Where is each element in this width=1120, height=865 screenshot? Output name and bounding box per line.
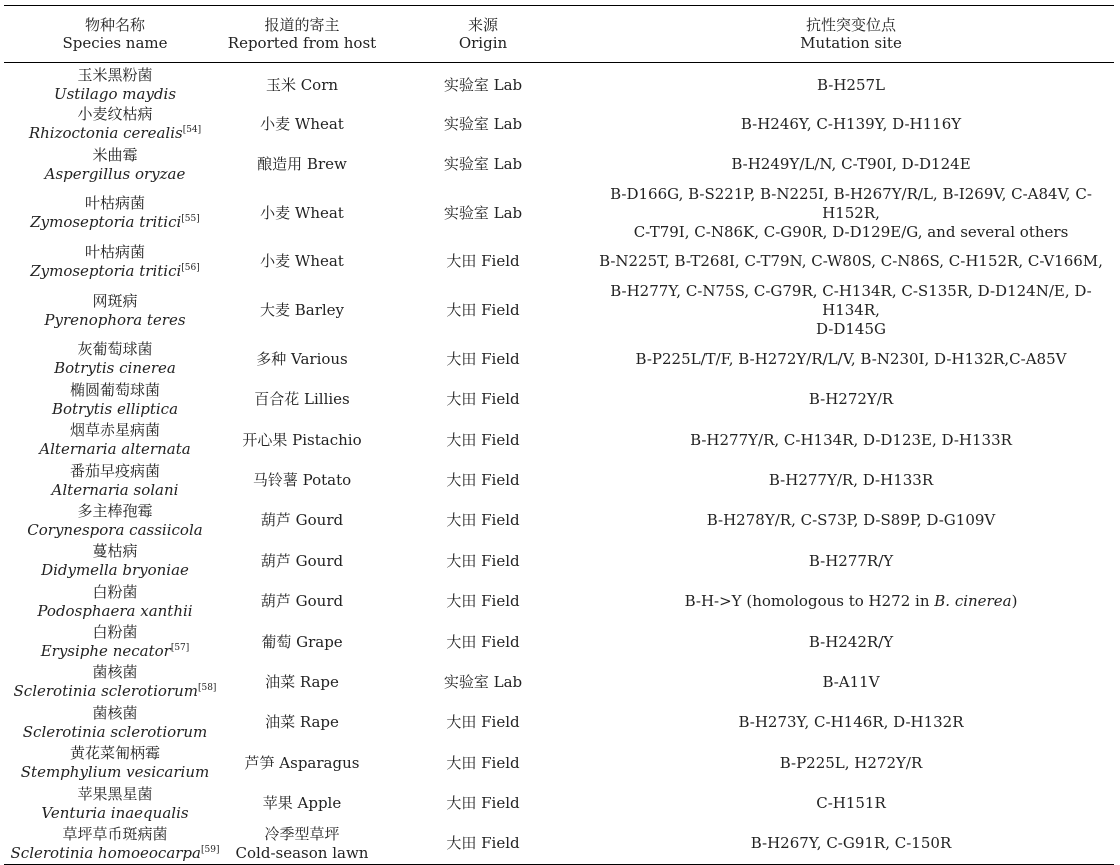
species-latin-line bbox=[4, 804, 226, 823]
header-species bbox=[4, 6, 226, 63]
mutation-text: B-H242R/Y bbox=[808, 632, 894, 651]
mutation-cell bbox=[588, 541, 1114, 581]
species-cell bbox=[4, 783, 226, 823]
citation-ref: [57] bbox=[170, 643, 190, 654]
table-row bbox=[4, 582, 1114, 622]
table-row bbox=[4, 783, 1114, 823]
table-row bbox=[4, 282, 1114, 339]
species-latin: Ustilago maydis bbox=[53, 85, 177, 103]
species-cn: 番茄早疫病菌 bbox=[69, 461, 160, 480]
species-latin-line bbox=[4, 165, 226, 184]
species-latin-line bbox=[4, 359, 226, 378]
mutation-line bbox=[588, 754, 1114, 773]
species-cn: 烟草赤星病菌 bbox=[69, 421, 160, 440]
species-cn: 菌核菌 bbox=[92, 703, 138, 722]
species-latin-line bbox=[4, 561, 226, 580]
species-latin: Podosphaera xanthii bbox=[37, 601, 193, 620]
table-row bbox=[4, 541, 1114, 581]
host-text: 葡萄 Grape bbox=[261, 632, 343, 651]
species-latin: Alternaria solani bbox=[51, 480, 179, 499]
origin-cell: 大田 Field bbox=[446, 592, 520, 611]
mutation-line bbox=[588, 794, 1114, 813]
header-origin bbox=[378, 6, 588, 63]
mutation-text: B-H257L bbox=[816, 75, 886, 94]
host-text: 冷季型草坪 bbox=[264, 824, 340, 843]
host-cell bbox=[226, 420, 378, 460]
table-body bbox=[4, 63, 1114, 865]
mutation-line bbox=[588, 252, 1114, 271]
host-cell bbox=[226, 380, 378, 420]
citation-ref: [54] bbox=[182, 125, 202, 136]
species-cell bbox=[4, 703, 226, 743]
species-latin-line bbox=[4, 262, 226, 281]
mutation-cell bbox=[588, 622, 1114, 662]
host-cell bbox=[226, 63, 378, 105]
species-cell bbox=[4, 339, 226, 379]
origin-cell: 大田 Field bbox=[446, 252, 520, 271]
species-cn: 叶枯病菌 bbox=[84, 194, 145, 213]
species-latin-line bbox=[4, 682, 226, 701]
mutation-table bbox=[4, 5, 1114, 865]
citation-ref: [55] bbox=[181, 214, 200, 225]
origin-cell: 大田 Field bbox=[446, 753, 520, 772]
header-host-en: Reported from host bbox=[227, 34, 377, 52]
mutation-cell bbox=[588, 460, 1114, 500]
mutation-text: B-H->Y (homologous to H272 in bbox=[684, 592, 935, 611]
header-species-en: Species name bbox=[62, 34, 168, 52]
header-host-cn: 报道的寄主 bbox=[264, 16, 340, 34]
mutation-line bbox=[588, 76, 1114, 95]
species-cn: 灰葡萄球菌 bbox=[77, 340, 153, 359]
table-row bbox=[4, 63, 1114, 105]
host-text: 葫芦 Gourd bbox=[260, 511, 344, 530]
species-latin: Alternaria alternata bbox=[39, 440, 191, 459]
mutation-cell bbox=[588, 242, 1114, 282]
species-cn: 苹果黑星菌 bbox=[77, 784, 153, 803]
species-latin: Sclerotinia sclerotiorum bbox=[22, 722, 208, 741]
mutation-text: B-N225T, B-T268I, C-T79N, C-W80S, C-N86S, C-H152R, C-V166M, bbox=[599, 252, 1103, 271]
mutation-line bbox=[588, 511, 1114, 530]
mutation-text: B-H278Y/R, C-S73P, D-S89P, D-G109V bbox=[706, 511, 996, 530]
mutation-line bbox=[588, 552, 1114, 571]
table-row bbox=[4, 824, 1114, 864]
mutation-cell bbox=[588, 104, 1114, 144]
species-latin: Zymoseptoria tritici bbox=[30, 261, 182, 280]
host-cell bbox=[226, 582, 378, 622]
table-row bbox=[4, 743, 1114, 783]
species-cn: 白粉菌 bbox=[92, 582, 138, 601]
host-text: 葫芦 Gourd bbox=[260, 592, 344, 611]
species-latin: Venturia inaequalis bbox=[41, 803, 189, 822]
species-cn: 网斑病 bbox=[92, 291, 138, 310]
mutation-line bbox=[588, 115, 1114, 134]
species-cell bbox=[4, 541, 226, 581]
host-text: 开心果 Pistachio bbox=[242, 430, 362, 449]
mutation-line bbox=[588, 155, 1114, 174]
header-mutation bbox=[588, 6, 1114, 63]
species-cell bbox=[4, 380, 226, 420]
species-cell bbox=[4, 501, 226, 541]
species-cell bbox=[4, 282, 226, 339]
species-cell bbox=[4, 824, 226, 864]
origin-cell: 大田 Field bbox=[446, 390, 520, 409]
species-latin: Didymella bryoniae bbox=[41, 561, 189, 580]
mutation-cell bbox=[588, 380, 1114, 420]
mutation-text: B-H267Y, C-G91R, C-150R bbox=[750, 834, 952, 853]
mutation-cell bbox=[588, 185, 1114, 242]
species-latin-line bbox=[4, 521, 226, 540]
species-cn: 椭圆葡萄球菌 bbox=[69, 380, 160, 399]
host-cell bbox=[226, 622, 378, 662]
species-latin: Sclerotinia homoeocarpa bbox=[10, 843, 201, 862]
table-row bbox=[4, 662, 1114, 702]
mutation-line-2: D-D145G bbox=[815, 320, 886, 339]
table-row bbox=[4, 420, 1114, 460]
species-cn: 小麦纹枯病 bbox=[77, 105, 153, 124]
species-cn: 叶枯病菌 bbox=[84, 242, 145, 261]
host-text: 小麦 Wheat bbox=[260, 252, 344, 271]
mutation-text: B-H272Y/R bbox=[808, 390, 894, 409]
host-cell bbox=[226, 703, 378, 743]
host-text: 苹果 Apple bbox=[262, 794, 342, 813]
species-cell bbox=[4, 582, 226, 622]
species-latin: Sclerotinia sclerotiorum bbox=[13, 682, 198, 701]
origin-cell: 大田 Field bbox=[446, 713, 520, 732]
mutation-text: B-H249Y/L/N, C-T90I, D-D124E bbox=[731, 155, 971, 174]
header-host bbox=[226, 6, 378, 63]
table-row bbox=[4, 242, 1114, 282]
host-text: 百合花 Lillies bbox=[254, 390, 350, 409]
species-cn: 米曲霉 bbox=[92, 145, 138, 164]
host-cell bbox=[226, 783, 378, 823]
mutation-text: B-H277Y, C-N75S, C-G79R, C-H134R, C-S135R, D-D124N/E, D-H134R, bbox=[610, 282, 1092, 320]
table-row bbox=[4, 622, 1114, 662]
species-cell bbox=[4, 743, 226, 783]
table-row bbox=[4, 104, 1114, 144]
species-cell bbox=[4, 242, 226, 282]
species-latin-line bbox=[4, 440, 226, 459]
origin-cell: 实验室 Lab bbox=[443, 75, 523, 94]
mutation-line bbox=[588, 713, 1114, 732]
species-latin: Corynespora cassiicola bbox=[27, 520, 203, 539]
origin-cell: 大田 Field bbox=[446, 471, 520, 490]
table-row bbox=[4, 460, 1114, 500]
mutation-line bbox=[588, 673, 1114, 692]
species-cell bbox=[4, 63, 226, 105]
host-cell bbox=[226, 282, 378, 339]
host-cell bbox=[226, 242, 378, 282]
mutation-cell bbox=[588, 144, 1114, 184]
species-latin: Rhizoctonia cerealis bbox=[28, 124, 183, 143]
header-origin-cn: 来源 bbox=[467, 16, 498, 34]
mutation-line bbox=[588, 834, 1114, 853]
species-latin-line bbox=[4, 400, 226, 419]
species-latin-line bbox=[4, 481, 226, 500]
species-cn: 草坪草币斑病菌 bbox=[62, 824, 168, 843]
header-mutation-cn: 抗性突变位点 bbox=[805, 16, 896, 34]
origin-cell: 大田 Field bbox=[446, 794, 520, 813]
mutation-text: C-H151R bbox=[816, 794, 886, 813]
species-cell bbox=[4, 144, 226, 184]
species-cell bbox=[4, 662, 226, 702]
mutation-text: B-A11V bbox=[822, 672, 880, 691]
species-cn: 白粉菌 bbox=[92, 623, 138, 642]
species-latin-line bbox=[4, 602, 226, 621]
species-latin: Stemphylium vesicarium bbox=[20, 763, 210, 782]
mutation-line bbox=[588, 431, 1114, 450]
species-latin-line bbox=[4, 311, 226, 330]
host-cell bbox=[226, 743, 378, 783]
origin-cell: 实验室 Lab bbox=[443, 114, 523, 133]
host-text: 酿造用 Brew bbox=[257, 155, 347, 174]
species-latin-line bbox=[4, 642, 226, 661]
species-latin-line bbox=[4, 763, 226, 782]
species-latin: Zymoseptoria tritici bbox=[30, 213, 182, 232]
host-text: 芦笋 Asparagus bbox=[244, 753, 360, 772]
mutation-text: B-P225L/T/F, B-H272Y/R/L/V, B-N230I, D-H132R,C-A85V bbox=[635, 349, 1067, 368]
mutation-cell bbox=[588, 824, 1114, 864]
host-cell bbox=[226, 185, 378, 242]
citation-ref: [56] bbox=[181, 262, 200, 273]
origin-cell: 实验室 Lab bbox=[443, 672, 523, 691]
origin-cell: 大田 Field bbox=[446, 430, 520, 449]
table-row bbox=[4, 703, 1114, 743]
origin-cell: 大田 Field bbox=[446, 349, 520, 368]
species-latin: Botrytis elliptica bbox=[51, 399, 179, 418]
mutation-text: B-H277Y/R, D-H133R bbox=[768, 471, 934, 490]
mutation-text-end: ) bbox=[1011, 592, 1018, 611]
species-latin-line bbox=[4, 213, 226, 232]
mutation-line bbox=[588, 282, 1114, 320]
table-row bbox=[4, 185, 1114, 242]
mutation-cell bbox=[588, 703, 1114, 743]
host-text: 大麦 Barley bbox=[259, 301, 345, 320]
mutation-cell bbox=[588, 501, 1114, 541]
mutation-cell bbox=[588, 743, 1114, 783]
header-species-cn: 物种名称 bbox=[84, 16, 145, 34]
mutation-text: B-P225L, H272Y/R bbox=[779, 753, 923, 772]
host-text: 小麦 Wheat bbox=[260, 114, 344, 133]
host-text: 油菜 Rape bbox=[265, 672, 339, 691]
host-cell bbox=[226, 104, 378, 144]
species-cn: 黄花菜匍柄霉 bbox=[69, 744, 160, 763]
species-latin-line bbox=[4, 124, 226, 143]
species-cell bbox=[4, 420, 226, 460]
origin-cell: 大田 Field bbox=[446, 834, 520, 853]
species-latin: Pyrenophora teres bbox=[44, 310, 186, 329]
citation-ref: [59] bbox=[200, 844, 220, 855]
mutation-cell bbox=[588, 662, 1114, 702]
species-latin: Aspergillus oryzae bbox=[44, 164, 186, 183]
mutation-line bbox=[588, 633, 1114, 652]
species-cell bbox=[4, 185, 226, 242]
table-row bbox=[4, 501, 1114, 541]
host-text: 玉米 Corn bbox=[265, 75, 339, 94]
mutation-line-2: C-T79I, C-N86K, C-G90R, D-D129E/G, and several others bbox=[633, 222, 1069, 241]
mutation-species-italic: B. cinerea bbox=[934, 592, 1012, 611]
host-text: 油菜 Rape bbox=[265, 713, 339, 732]
origin-cell: 大田 Field bbox=[446, 301, 520, 320]
species-cn: 菌核菌 bbox=[92, 663, 138, 682]
table-row bbox=[4, 144, 1114, 184]
species-latin-line bbox=[4, 85, 226, 104]
mutation-cell bbox=[588, 420, 1114, 460]
mutation-line bbox=[588, 185, 1114, 223]
host-text: 马铃薯 Potato bbox=[252, 471, 352, 490]
origin-cell: 实验室 Lab bbox=[443, 203, 523, 222]
mutation-text: B-H277R/Y bbox=[808, 551, 894, 570]
table-row bbox=[4, 380, 1114, 420]
citation-ref: [58] bbox=[197, 683, 217, 694]
host-text-line2: Cold-season lawn bbox=[235, 843, 369, 862]
host-cell bbox=[226, 501, 378, 541]
mutation-cell bbox=[588, 63, 1114, 105]
species-latin-line bbox=[4, 723, 226, 742]
mutation-line bbox=[588, 471, 1114, 490]
host-text: 多种 Various bbox=[256, 349, 348, 368]
species-latin-line bbox=[4, 844, 226, 863]
species-cn: 蔓枯病 bbox=[92, 542, 138, 561]
mutation-line bbox=[588, 592, 1114, 611]
origin-cell: 大田 Field bbox=[446, 632, 520, 651]
origin-cell: 大田 Field bbox=[446, 551, 520, 570]
mutation-text: B-H246Y, C-H139Y, D-H116Y bbox=[740, 114, 962, 133]
mutation-text: B-D166G, B-S221P, B-N225I, B-H267Y/R/L, B-I269V, C-A84V, C-H152R, bbox=[610, 184, 1092, 222]
origin-cell: 大田 Field bbox=[446, 511, 520, 530]
host-cell bbox=[226, 460, 378, 500]
mutation-text: B-H273Y, C-H146R, D-H132R bbox=[738, 713, 964, 732]
host-cell bbox=[226, 339, 378, 379]
species-cell bbox=[4, 460, 226, 500]
mutation-cell bbox=[588, 582, 1114, 622]
header-mutation-en: Mutation site bbox=[800, 34, 902, 52]
host-text: 小麦 Wheat bbox=[260, 203, 344, 222]
mutation-line bbox=[588, 390, 1114, 409]
mutation-cell bbox=[588, 282, 1114, 339]
species-cell bbox=[4, 622, 226, 662]
table-row bbox=[4, 339, 1114, 379]
host-cell bbox=[226, 824, 378, 864]
species-latin: Erysiphe necator bbox=[40, 642, 171, 661]
host-cell bbox=[226, 541, 378, 581]
mutation-line bbox=[588, 350, 1114, 369]
host-text: 葫芦 Gourd bbox=[260, 551, 344, 570]
origin-cell: 实验室 Lab bbox=[443, 155, 523, 174]
species-cn: 玉米黑粉菌 bbox=[77, 66, 153, 84]
header-origin-en: Origin bbox=[458, 34, 508, 52]
species-cn: 多主棒孢霉 bbox=[77, 501, 153, 520]
mutation-cell bbox=[588, 783, 1114, 823]
header-row bbox=[4, 6, 1114, 63]
species-latin: Botrytis cinerea bbox=[54, 359, 176, 378]
mutation-text: B-H277Y/R, C-H134R, D-D123E, D-H133R bbox=[690, 430, 1012, 449]
species-cell bbox=[4, 104, 226, 144]
host-cell bbox=[226, 144, 378, 184]
host-cell bbox=[226, 662, 378, 702]
mutation-cell bbox=[588, 339, 1114, 379]
